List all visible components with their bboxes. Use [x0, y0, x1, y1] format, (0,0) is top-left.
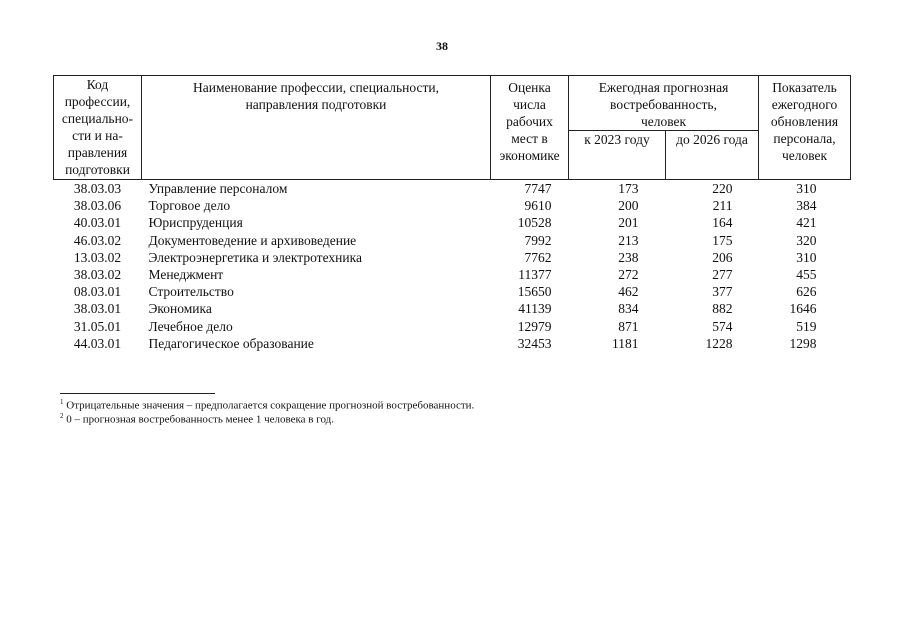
cell-code: 38.03.03 [73, 181, 122, 196]
cell-renewal: 421 [796, 215, 817, 231]
cell-demand-2026: 164 [712, 215, 733, 231]
cell-demand-2026: 206 [712, 249, 733, 265]
table-row [54, 197, 851, 214]
table-row [54, 232, 851, 249]
cell-renewal: 1646 [789, 301, 817, 317]
cell-demand-2023: 201 [618, 215, 639, 231]
cell-estimate: 9610 [524, 198, 552, 214]
cell-renewal: 310 [796, 249, 817, 265]
cell-code: 44.03.01 [73, 335, 122, 351]
cell-name: Экономика [148, 301, 212, 317]
cell-estimate: 7762 [524, 249, 552, 265]
header-name: Наименование профессии, специальности, направления подготовки [142, 76, 491, 180]
cell-demand-2026: 377 [712, 284, 733, 300]
cell-demand-2023: 200 [618, 198, 639, 214]
table-row [54, 318, 851, 335]
header-estimate: Оценка числа рабочих мест в экономике [491, 76, 569, 180]
footnote-mark: 1 [60, 398, 64, 406]
cell-estimate: 15650 [517, 284, 552, 300]
cell-name: Электроэнергетика и электротехника [148, 249, 362, 265]
cell-name: Торговое дело [148, 198, 231, 214]
footnote-text: 0 – прогнозная востребованность менее 1 человека в год. [66, 413, 335, 426]
cell-renewal: 384 [796, 198, 817, 214]
cell-name: Педагогическое образование [148, 335, 314, 351]
cell-estimate: 12979 [517, 318, 552, 334]
cell-demand-2023: 238 [618, 249, 639, 265]
cell-estimate: 10528 [517, 215, 552, 231]
cell-demand-2023: 834 [618, 301, 639, 317]
page-number: 38 [436, 39, 448, 53]
cell-code: 38.03.06 [73, 198, 122, 214]
cell-demand-2026: 277 [712, 267, 733, 283]
cell-demand-2026: 175 [712, 232, 733, 248]
cell-demand-2026: 211 [712, 198, 733, 214]
cell-demand-2023: 1181 [612, 335, 639, 351]
cell-name: Документоведение и архивоведение [148, 232, 357, 248]
table-row [54, 300, 851, 317]
cell-renewal: 626 [796, 284, 817, 300]
footnote-text: Отрицательные значения – предполагается сокращение прогнозной востребованности. [66, 399, 475, 412]
cell-code: 38.03.02 [73, 267, 122, 283]
demand-table [53, 75, 851, 352]
cell-demand-2026: 220 [712, 181, 733, 196]
header-demand-group: Ежегодная прогнозная востребованность, человек [569, 76, 759, 131]
cell-demand-2023: 173 [618, 181, 639, 196]
cell-demand-2026: 1228 [705, 335, 733, 351]
cell-renewal: 310 [796, 181, 817, 196]
cell-estimate: 32453 [517, 335, 552, 351]
table-row [54, 335, 851, 352]
footnote-1 [60, 398, 474, 412]
cell-code: 31.05.01 [73, 318, 122, 334]
cell-name: Юриспруденция [148, 215, 243, 231]
footnote-2 [60, 412, 334, 426]
cell-code: 38.03.01 [73, 301, 122, 317]
footnote-divider [60, 393, 215, 394]
cell-code: 40.03.01 [73, 215, 122, 231]
cell-renewal: 320 [796, 232, 817, 248]
cell-name: Строительство [148, 284, 234, 300]
cell-estimate: 7992 [524, 232, 552, 248]
table-row [54, 266, 851, 283]
cell-renewal: 1298 [789, 335, 817, 351]
cell-demand-2023: 871 [618, 318, 639, 334]
cell-code: 08.03.01 [73, 284, 122, 300]
header-demand-2026: до 2026 года [666, 131, 759, 180]
cell-name: Менеджмент [148, 267, 224, 283]
header-renewal: Показатель ежегодного обновления персонала, человек [759, 76, 851, 180]
cell-code: 46.03.02 [73, 232, 122, 248]
cell-code: 13.03.02 [73, 249, 122, 265]
table-row [54, 214, 851, 231]
footnote-mark: 2 [60, 412, 64, 420]
cell-renewal: 455 [796, 267, 817, 283]
table-row [54, 283, 851, 300]
cell-estimate: 7747 [524, 181, 552, 196]
cell-name: Управление персоналом [148, 181, 288, 196]
cell-demand-2023: 462 [618, 284, 639, 300]
cell-name: Лечебное дело [148, 318, 233, 334]
table-row [54, 180, 851, 198]
cell-demand-2023: 272 [618, 267, 639, 283]
cell-demand-2026: 882 [712, 301, 733, 317]
cell-estimate: 11377 [518, 267, 552, 283]
table-row [54, 249, 851, 266]
cell-demand-2023: 213 [618, 232, 639, 248]
cell-demand-2026: 574 [712, 318, 733, 334]
cell-renewal: 519 [796, 318, 817, 334]
cell-estimate: 41139 [518, 301, 552, 317]
header-demand-2023: к 2023 году [569, 131, 666, 180]
header-code: Код профессии, специально- сти и на- правления подготовки [54, 76, 142, 180]
